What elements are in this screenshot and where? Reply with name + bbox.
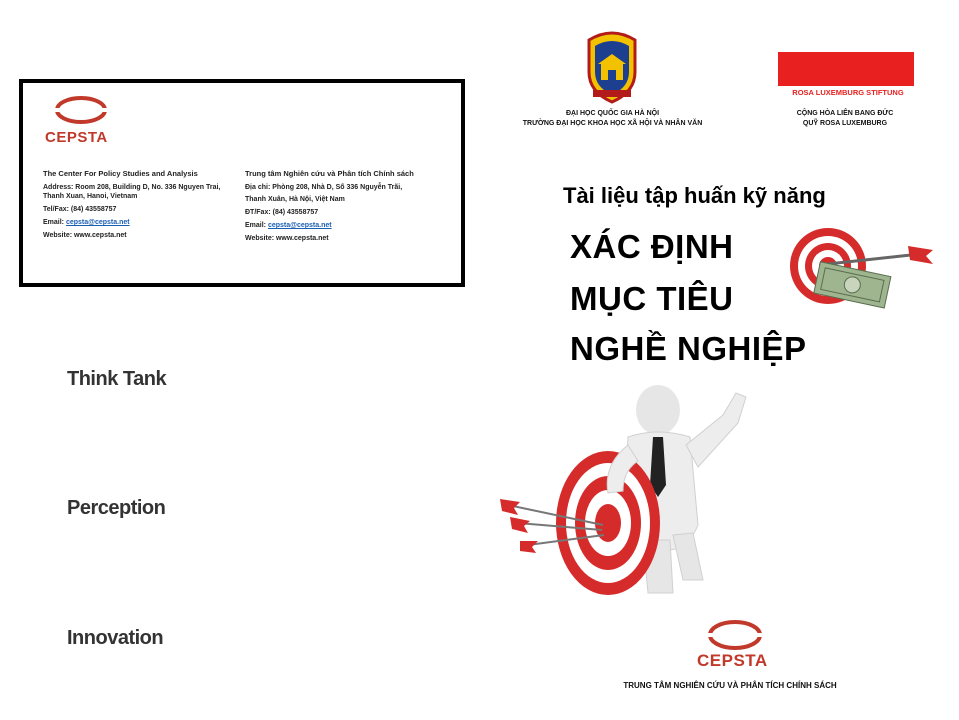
title-line-2: MỤC TIÊU [570, 280, 734, 317]
footer-cepsta-logo-icon [706, 619, 764, 651]
footer-cepsta-text: CEPSTA [697, 651, 768, 670]
telfax-vi: ĐT/Fax: (84) 43558757 [245, 209, 319, 216]
money-target-icon [788, 216, 938, 334]
footer-org-name: TRUNG TÂM NGHIÊN CỨU VÀ PHÂN TÍCH CHÍNH SÁCH [623, 681, 837, 690]
value-innovation: Innovation [67, 627, 164, 649]
title-line-1: XÁC ĐỊNH [570, 228, 734, 265]
email-label-vi: Email: [245, 222, 267, 229]
address-en: Address: Room 208, Building D, No. 336 Nguyen Trai, Thanh Xuan, Hanoi, Vietnam [43, 184, 221, 200]
address-vi-2: Thanh Xuân, Hà Nội, Việt Nam [245, 196, 345, 203]
email-row-vi [245, 221, 455, 230]
university-line-1: ĐẠI HỌC QUỐC GIA HÀ NỘI [565, 110, 660, 117]
address-vi-1: Địa chỉ: Phòng 208, Nhà D, Số 336 Nguyễn Trãi, [245, 184, 403, 191]
email-link-vi[interactable]: cepsta@cepsta.net [267, 222, 332, 229]
rosa-banner-text: ROSA LUXEMBURG STIFTUNG [792, 88, 904, 97]
training-subtitle: Tài liệu tập huấn kỹ năng [563, 183, 826, 208]
rosa-line-1: CỘNG HÒA LIÊN BANG ĐỨC [796, 110, 894, 117]
rosa-logo-block [778, 52, 914, 86]
email-row-en [43, 218, 233, 227]
cepsta-logo-text: CEPSTA [45, 129, 108, 146]
rosa-line-2: QUỸ ROSA LUXEMBURG [802, 120, 888, 127]
value-perception: Perception [67, 497, 166, 519]
rosa-text [770, 109, 920, 129]
value-think-tank: Think Tank [67, 368, 167, 390]
title-line-3: NGHỀ NGHIỆP [570, 330, 807, 367]
cepsta-logo-icon [53, 95, 109, 125]
contact-english [43, 169, 233, 244]
website-en: Website: www.cepsta.net [43, 232, 127, 239]
university-line-2: TRƯỜNG ĐẠI HỌC KHOA HỌC XÃ HỘI VÀ NHÂN VĂN [522, 120, 703, 127]
university-name [480, 109, 745, 129]
figure-with-target-illustration [498, 375, 768, 600]
email-link-en[interactable]: cepsta@cepsta.net [65, 219, 130, 226]
org-name-en: The Center For Policy Studies and Analysis [43, 169, 198, 178]
contact-vietnamese [245, 169, 455, 247]
org-name-vi: Trung tâm Nghiên cứu và Phân tích Chính sách [245, 169, 414, 178]
university-emblem-icon [583, 30, 641, 105]
telfax-en: Tel/Fax: (84) 43558757 [43, 206, 117, 213]
website-vi: Website: www.cepsta.net [245, 235, 329, 242]
contact-box [19, 79, 465, 287]
email-label-en: Email: [43, 219, 65, 226]
